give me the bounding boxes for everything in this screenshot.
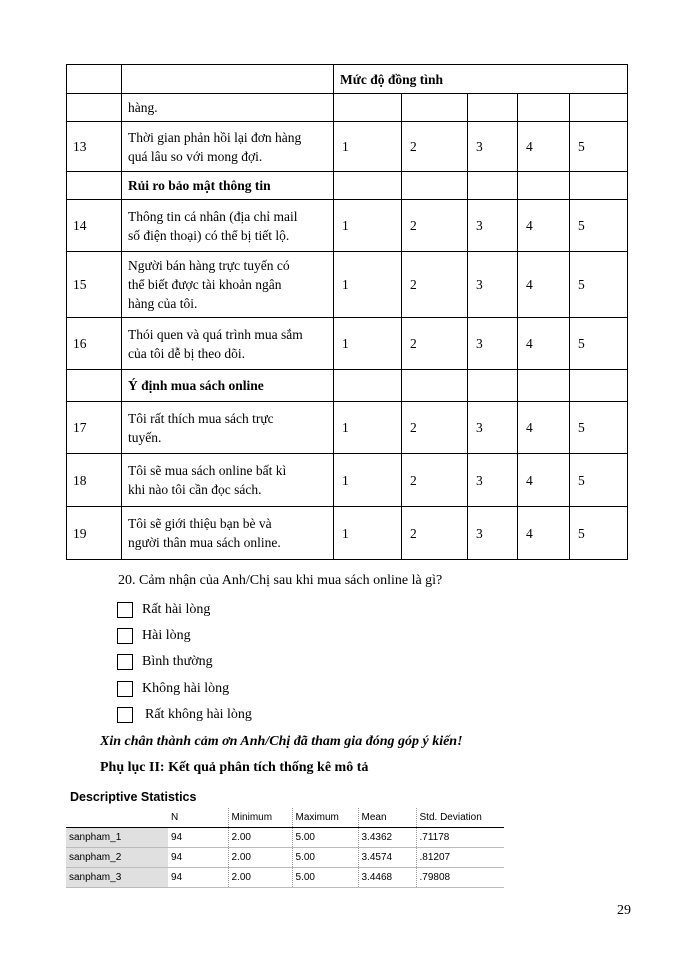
section-row — [67, 370, 628, 402]
checkbox[interactable] — [117, 654, 133, 670]
table-row: sanpham_2 94 2.00 5.00 3.4574 .81207 — [66, 848, 504, 868]
column-header: Mean — [358, 808, 416, 828]
checkbox[interactable] — [117, 602, 133, 618]
section-title: Ý định mua sách online — [122, 370, 334, 402]
question-number: 18 — [67, 454, 122, 507]
appendix-title: Phụ lục II: Kết quả phân tích thống kê mô tả — [100, 760, 369, 775]
stats-title: Descriptive Statistics — [70, 790, 197, 804]
question-text: Thói quen và quá trình mua sắm của tôi dễ bị theo dõi. — [122, 318, 334, 370]
continuation-text: hàng. — [122, 94, 334, 122]
table-row: sanpham_3 94 2.00 5.00 3.4468 .79808 — [66, 868, 504, 888]
survey-table — [66, 64, 628, 560]
table-row: sanpham_1 94 2.00 5.00 3.4362 .71178 — [66, 828, 504, 848]
question-text: Tôi sẽ mua sách online bất kì khi nào tôi cần đọc sách. — [122, 454, 334, 507]
column-header: Std. Deviation — [416, 808, 504, 828]
row-label: sanpham_3 — [66, 868, 168, 888]
checkbox[interactable] — [117, 707, 133, 723]
question-number: 14 — [67, 200, 122, 252]
checkbox[interactable] — [117, 681, 133, 697]
table-row — [67, 94, 628, 122]
table-row: 15 Người bán hàng trực tuyến có thể biết được tài khoản ngân hàng của tôi. 1 2 3 4 5 — [67, 252, 628, 318]
table-row: 19 Tôi sẽ giới thiệu bạn bè và người thân mua sách online. 1 2 3 4 5 — [67, 507, 628, 560]
thank-you-note: Xin chân thành cảm ơn Anh/Chị đã tham gia đóng góp ý kiến! — [100, 734, 463, 749]
question-number: 19 — [67, 507, 122, 560]
question-text: Thời gian phản hồi lại đơn hàng quá lâu so với mong đợi. — [122, 122, 334, 172]
column-header: Maximum — [292, 808, 358, 828]
question-text: Tôi rất thích mua sách trực tuyến. — [122, 402, 334, 454]
question-text: Tôi sẽ giới thiệu bạn bè và người thân mua sách online. — [122, 507, 334, 560]
table-row: 18 Tôi sẽ mua sách online bất kì khi nào tôi cần đọc sách. 1 2 3 4 5 — [67, 454, 628, 507]
table-header-row — [67, 65, 628, 94]
column-header: Minimum — [228, 808, 292, 828]
stats-header-row — [66, 808, 504, 828]
option-label: Rất hài lòng — [142, 602, 211, 617]
option-label: Hài lòng — [142, 628, 191, 643]
column-header: N — [168, 808, 228, 828]
question-number: 13 — [67, 122, 122, 172]
option-label: Bình thường — [142, 654, 213, 669]
question-number: 17 — [67, 402, 122, 454]
table-row: 13 Thời gian phản hồi lại đơn hàng quá lâu so với mong đợi. 1 2 3 4 5 — [67, 122, 628, 172]
checkbox[interactable] — [117, 628, 133, 644]
option-label: Rất không hài lòng — [145, 707, 252, 722]
section-title: Rủi ro bảo mật thông tin — [122, 172, 334, 200]
descriptive-statistics-table — [66, 808, 504, 888]
option-label: Không hài lòng — [142, 681, 230, 696]
question-number: 15 — [67, 252, 122, 318]
row-label: sanpham_2 — [66, 848, 168, 868]
row-label: sanpham_1 — [66, 828, 168, 848]
question-text: Thông tin cá nhân (địa chỉ mail số điện thoại) có thể bị tiết lộ. — [122, 200, 334, 252]
table-row: 16 Thói quen và quá trình mua sắm của tôi dễ bị theo dõi. 1 2 3 4 5 — [67, 318, 628, 370]
section-row — [67, 172, 628, 200]
question-number: 16 — [67, 318, 122, 370]
question-20-text: 20. Cảm nhận của Anh/Chị sau khi mua sách online là gì? — [118, 573, 443, 588]
question-text: Người bán hàng trực tuyến có thể biết được tài khoản ngân hàng của tôi. — [122, 252, 334, 318]
table-row: 14 Thông tin cá nhân (địa chỉ mail số điện thoại) có thể bị tiết lộ. 1 2 3 4 5 — [67, 200, 628, 252]
table-row: 17 Tôi rất thích mua sách trực tuyến. 1 2 3 4 5 — [67, 402, 628, 454]
agreement-header: Mức độ đồng tình — [334, 65, 628, 94]
page-number: 29 — [617, 903, 631, 918]
